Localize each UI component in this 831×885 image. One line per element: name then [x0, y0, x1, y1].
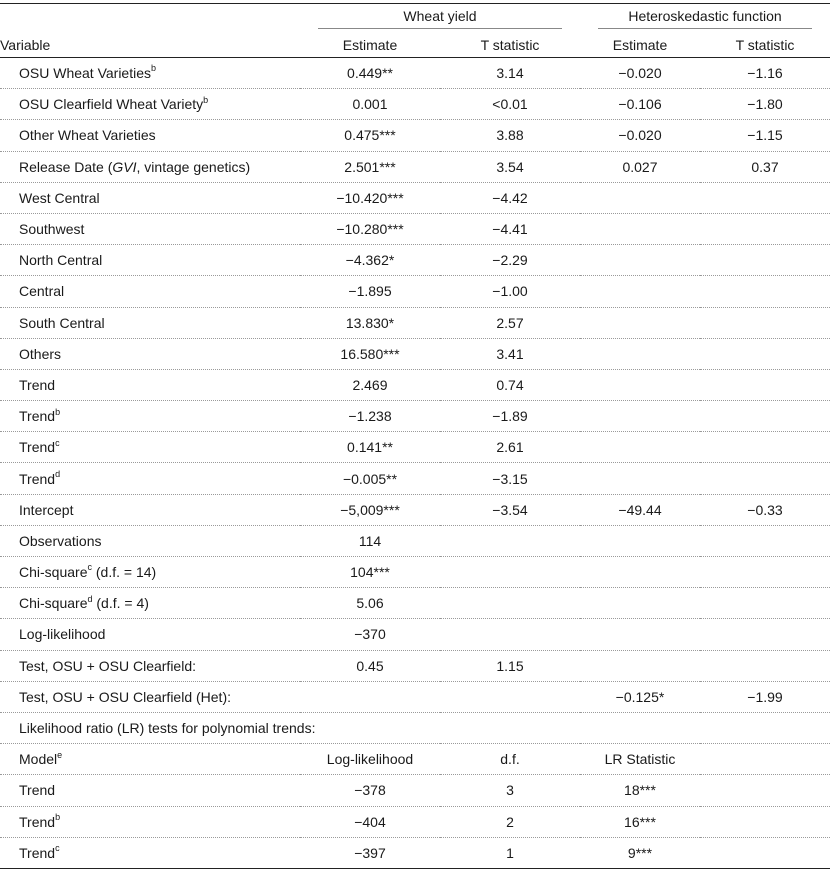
cell-col-3: 18***: [624, 782, 656, 799]
cell-col-3: [580, 182, 700, 213]
cell-col-4: [700, 401, 830, 432]
table-row: [0, 338, 830, 369]
table-row: [0, 588, 830, 619]
cell-col-3: [580, 588, 700, 619]
table-row: [0, 182, 830, 213]
cell-col-1: −1.238: [348, 408, 392, 425]
header-estimate-1: Estimate: [342, 36, 398, 53]
cell-col-3: [580, 245, 700, 276]
row-label: Model$^e$: [19, 749, 63, 768]
cell-col-2: 2.61: [496, 439, 524, 456]
row-label: South Central: [19, 314, 105, 331]
cell-col-4: −1.16: [747, 65, 783, 82]
cell-col-1: 13.830*: [345, 314, 395, 331]
table-row: [0, 557, 830, 588]
cell-col-4: [700, 525, 830, 556]
cell-col-1: 0.45: [356, 657, 384, 674]
row-label: OSU Clearfield Wheat Variety$^b$: [19, 94, 209, 113]
header-sub-row: [0, 32, 830, 58]
header-tstat-1: T statistic: [480, 36, 540, 53]
cell-col-1: −378: [354, 782, 386, 799]
table-row: [0, 58, 830, 89]
cell-col-1: 5.06: [356, 595, 384, 612]
cell-col-1: −370: [354, 626, 386, 643]
header-group-row: [0, 4, 830, 33]
cell-col-1: −5,009***: [340, 501, 400, 518]
row-label: Intercept: [19, 501, 74, 518]
cell-col-2: −4.41: [492, 221, 528, 238]
cell-col-4: [700, 307, 830, 338]
cell-col-4: −1.99: [747, 688, 783, 705]
row-label: Trend$^b$: [19, 406, 61, 425]
cell-col-3: 9***: [627, 844, 653, 861]
cell-col-4: −1.15: [747, 127, 783, 144]
cell-col-4: [700, 588, 830, 619]
cell-col-3: [580, 525, 700, 556]
cell-col-3: [580, 650, 700, 681]
cell-col-2: 3.54: [496, 158, 524, 175]
cell-col-1: −1.895: [348, 283, 392, 300]
row-label: Chi-square$^c$ (d.f. = 14): [19, 562, 157, 581]
cell-col-4: [700, 432, 830, 463]
cell-col-3: [580, 307, 700, 338]
table-row: [0, 681, 830, 712]
table-row: [0, 307, 830, 338]
cell-col-1: [300, 681, 440, 712]
table-row: [0, 525, 830, 556]
cell-col-4: −1.80: [747, 96, 783, 113]
cell-col-4: [700, 463, 830, 494]
row-label: Trend$^d$: [19, 468, 61, 487]
cell-col-3: [580, 619, 700, 650]
row-label: Others: [19, 345, 62, 362]
table-row: [0, 712, 830, 743]
table-row: [0, 432, 830, 463]
table-row: [0, 744, 830, 775]
header-estimate-2: Estimate: [612, 36, 668, 53]
cell-col-2: 1.15: [496, 657, 524, 674]
table-row: [0, 369, 830, 400]
cell-col-4: [700, 245, 830, 276]
cell-col-1: −404: [354, 813, 386, 830]
cell-col-3: [580, 557, 700, 588]
cell-col-2: −3.54: [492, 501, 528, 518]
row-label: OSU Wheat Varieties$^b$: [19, 63, 157, 82]
cell-col-2: [440, 557, 580, 588]
cell-col-2: [440, 588, 580, 619]
cell-col-2: d.f.: [500, 751, 520, 768]
cell-col-2: −1.89: [492, 408, 528, 425]
header-tstat-2: T statistic: [735, 36, 795, 53]
cell-col-2: 2: [506, 813, 514, 830]
table-row: [0, 775, 830, 806]
cell-col-1: 0.001: [352, 96, 388, 113]
cell-col-2: 3.88: [496, 127, 524, 144]
row-label: North Central: [19, 252, 103, 269]
row-label: Likelihood ratio (LR) tests for polynomial trends:: [19, 720, 316, 737]
cell-col-2: [440, 619, 580, 650]
cell-col-4: [700, 369, 830, 400]
table-row: [0, 619, 830, 650]
row-label: Release Date (GVI, vintage genetics): [19, 158, 251, 175]
cell-col-3: −0.020: [618, 127, 662, 144]
cell-col-2: [440, 525, 580, 556]
cell-col-2: 3: [506, 782, 514, 799]
cell-col-1: 2.469: [352, 376, 388, 393]
cell-col-2: −4.42: [492, 189, 528, 206]
cell-col-1: 2.501***: [344, 158, 396, 175]
cell-col-4: [700, 806, 830, 837]
cell-col-3: −0.020: [618, 65, 662, 82]
cell-col-4: [700, 338, 830, 369]
cell-col-3: −0.125*: [615, 688, 665, 705]
cell-col-4: [700, 619, 830, 650]
cell-col-1: 114: [358, 532, 382, 549]
table-row: [0, 463, 830, 494]
cell-col-1: −0.005**: [342, 470, 398, 487]
row-label: Trend: [19, 782, 56, 799]
cell-col-4: [700, 213, 830, 244]
row-label: Test, OSU + OSU Clearfield (Het):: [19, 688, 232, 705]
row-label: Southwest: [19, 221, 85, 238]
row-label: Trend: [19, 376, 56, 393]
cell-col-3: [580, 401, 700, 432]
cell-col-4: [700, 744, 830, 775]
cell-col-4: [700, 837, 830, 868]
cell-col-3: [580, 213, 700, 244]
cell-col-2: 3.14: [496, 65, 524, 82]
row-label: Chi-square$^d$ (d.f. = 4): [19, 593, 149, 612]
cell-col-3: 0.027: [622, 158, 658, 175]
cell-col-3: −0.106: [618, 96, 662, 113]
cell-col-1: −397: [354, 844, 386, 861]
table-body: [0, 58, 830, 869]
cell-col-2: <0.01: [492, 96, 528, 113]
cell-col-4: [700, 775, 830, 806]
table-row: [0, 494, 830, 525]
cell-col-3: [580, 369, 700, 400]
cell-col-2: −2.29: [492, 252, 528, 269]
row-label: Trend$^b$: [19, 811, 61, 830]
table-row: [0, 650, 830, 681]
cell-col-1: 0.449**: [347, 65, 393, 82]
row-label: Log-likelihood: [19, 626, 106, 643]
table-row: [0, 213, 830, 244]
table-row: [0, 806, 830, 837]
cell-col-1: −10.280***: [336, 221, 404, 238]
cell-col-4: 0.37: [751, 158, 779, 175]
cell-col-2: 3.41: [496, 345, 524, 362]
table-row: [0, 837, 830, 868]
header-variable: Variable: [0, 36, 51, 53]
cell-col-1: 104***: [350, 564, 390, 581]
row-label: Observations: [19, 532, 102, 549]
table-row: [0, 401, 830, 432]
cell-col-4: −0.33: [747, 501, 783, 518]
cell-col-2: −3.15: [492, 470, 528, 487]
cell-col-1: 0.475***: [344, 127, 396, 144]
row-label: Test, OSU + OSU Clearfield:: [19, 657, 197, 674]
cell-col-2: [440, 681, 580, 712]
cell-col-3: 16***: [624, 813, 656, 830]
cell-col-4: [700, 276, 830, 307]
row-label: Central: [19, 283, 65, 300]
cell-col-4: [700, 650, 830, 681]
cell-col-2: 0.74: [496, 376, 524, 393]
cell-col-3: [580, 463, 700, 494]
cell-col-1: Log-likelihood: [326, 751, 414, 768]
cell-col-3: LR Statistic: [604, 751, 676, 768]
table-row: [0, 120, 830, 151]
row-label: Trend$^c$: [19, 843, 60, 861]
row-label: West Central: [19, 189, 100, 206]
cell-col-2: 2.57: [496, 314, 524, 331]
cell-col-3: [580, 432, 700, 463]
cell-col-1: −10.420***: [336, 189, 404, 206]
table-row: [0, 276, 830, 307]
cell-col-4: [700, 182, 830, 213]
cell-col-1: 0.141**: [347, 439, 393, 456]
cell-col-3: −49.44: [618, 501, 662, 518]
cell-col-1: 16.580***: [340, 345, 400, 362]
cell-col-4: [700, 557, 830, 588]
cell-col-3: [580, 338, 700, 369]
table-row: [0, 151, 830, 182]
regression-table: [0, 3, 830, 869]
cell-col-2: −1.00: [492, 283, 528, 300]
table-row: [0, 245, 830, 276]
row-label: Other Wheat Varieties: [19, 127, 156, 144]
cell-col-2: 1: [506, 844, 514, 861]
header-blank: [0, 4, 300, 33]
header-group-wheat: Wheat yield: [300, 4, 580, 33]
table-row: [0, 89, 830, 120]
row-label: Trend$^c$: [19, 437, 60, 456]
cell-col-3: [580, 276, 700, 307]
header-group-het: Heteroskedastic function: [580, 4, 830, 33]
cell-col-1: −4.362*: [345, 252, 395, 269]
